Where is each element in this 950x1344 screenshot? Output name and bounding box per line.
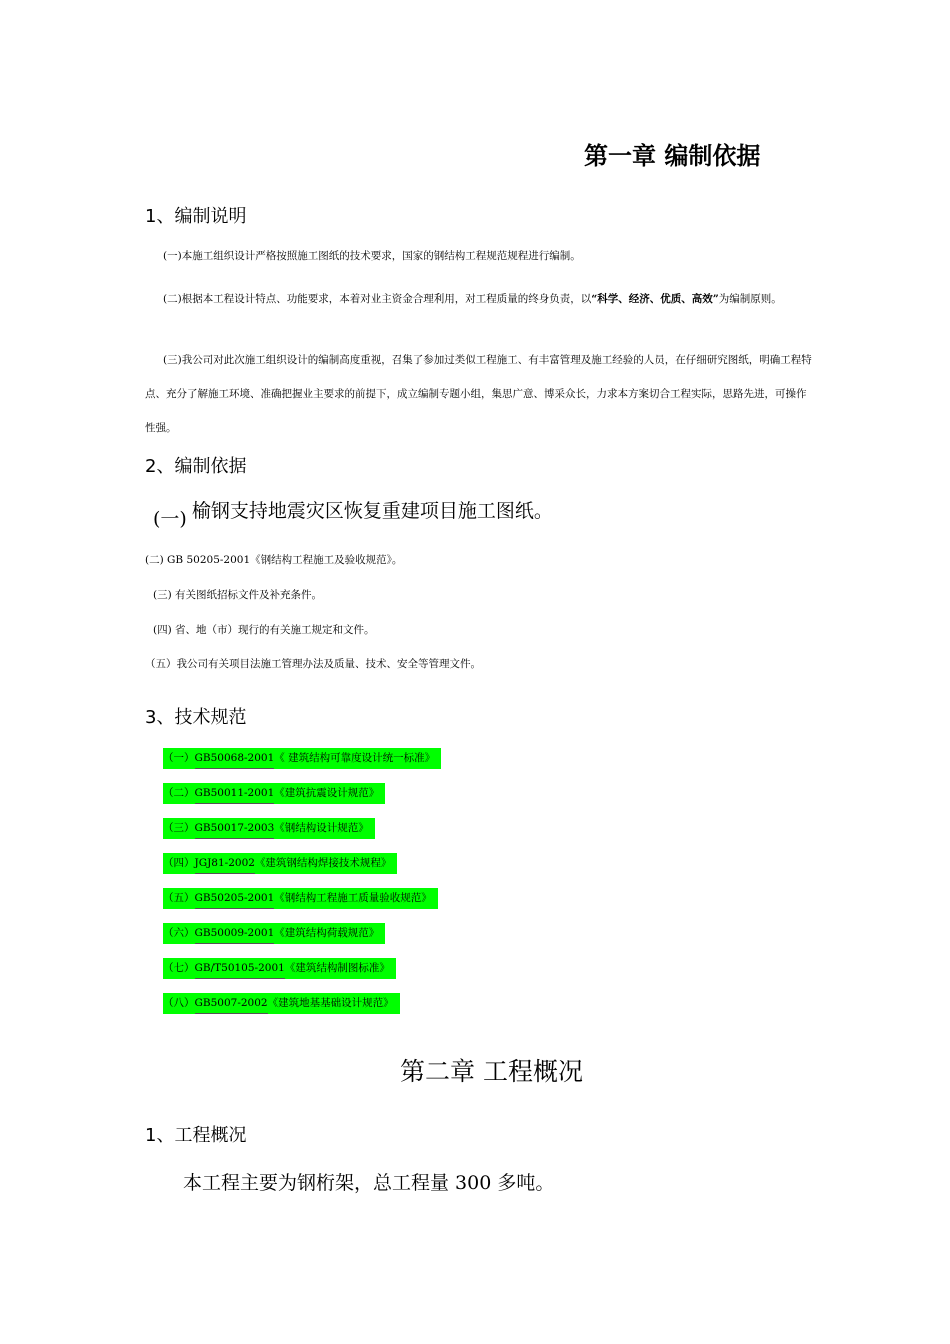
standard-number: （六） [163,927,195,939]
project-overview-text: 本工程主要为钢桁架，总工程量 300 多吨。 [183,1172,555,1194]
section-heading-compile-notes: 1、编制说明 [145,206,247,227]
standard-item [163,748,441,769]
standard-code: GB50011-2001 [195,784,275,804]
paragraph-2-text-c: 为编制原则。 [718,293,782,305]
standard-number: （八） [163,997,195,1009]
chapter2-title: 第二章 工程概况 [400,1057,583,1086]
basis-item-4: (四) 省、地（市）现行的有关施工规定和文件。 [153,624,375,636]
basis-item-1-text: 榆钢支持地震灾区恢复重建项目施工图纸。 [191,500,553,522]
standard-code: JGJ81-2002 [195,854,255,874]
chapter1-title: 第一章 编制依据 [584,142,761,170]
paragraph-2-text-a: (二)根据本工程设计特点、功能要求，本着对业主资金合理利用，对工程质量的终身负责，以 [163,293,592,305]
standard-item [163,853,397,874]
standard-item [163,993,400,1014]
basis-item-1 [153,496,553,531]
standard-code: GB50017-2003 [195,819,275,839]
standard-item [163,958,396,979]
section-heading-tech-standards: 3、技术规范 [145,707,247,728]
paragraph-3-text: (三)我公司对此次施工组织设计的编制高度重视，召集了参加过类似工程施工、有丰富管理及施工经验的人员，在仔细研究图纸，明确工程特点、充分了解施工环境、准确把握业主要求的前提下，成立编制专题小组，集思广意、博采众长，力求本方案切合工程实际，思路先进，可操作性强。 [145,354,812,434]
standard-name: 《钢结构设计规范》 [274,822,369,834]
standard-item [163,783,385,804]
standard-name: 《钢结构工程施工质量验收规范》 [274,892,432,904]
paragraph-1 [145,248,815,264]
section-heading-project-overview: 1、工程概况 [145,1125,247,1146]
standard-code: GB5007-2002 [195,994,268,1014]
standard-number: （二） [163,787,195,799]
standard-number: （四） [163,857,195,869]
basis-item-3: (三) 有关图纸招标文件及补充条件。 [153,589,323,601]
standard-name: 《建筑抗震设计规范》 [274,787,380,799]
basis-item-5: （五）我公司有关项目法施工管理办法及质量、技术、安全等管理文件。 [145,658,481,670]
standard-code: GB50068-2001 [195,749,275,769]
standard-name: 《建筑地基基础设计规范》 [267,997,394,1009]
standard-item [163,818,375,839]
standard-item [163,923,385,944]
paragraph-3 [145,343,815,445]
standard-name: 《 建筑结构可靠度设计统一标准》 [274,752,436,764]
section-heading-compile-basis: 2、编制依据 [145,456,247,477]
standard-name: 《建筑结构荷载规范》 [274,927,380,939]
paragraph-1-text: (一)本施工组织设计严格按照施工图纸的技术要求，国家的钢结构工程规范规程进行编制。 [163,250,581,262]
basis-item-1-label: (一) [153,508,187,530]
paragraph-2-principles: “科学、经济、优质、高效” [591,293,719,305]
standard-code: GB50009-2001 [195,924,275,944]
standard-name: 《建筑结构制图标准》 [284,962,390,974]
standard-name: 《建筑钢结构焊接技术规程》 [254,857,392,869]
standard-number: （七） [163,962,195,974]
paragraph-2 [145,282,815,317]
basis-item-2: (二) GB 50205-2001《钢结构工程施工及验收规范》。 [145,554,403,566]
standard-code: GB/T50105-2001 [195,959,285,979]
standard-number: （三） [163,822,195,834]
standard-number: （五） [163,892,195,904]
standard-code: GB50205-2001 [195,889,275,909]
standard-number: （一） [163,752,195,764]
standard-item [163,888,438,909]
